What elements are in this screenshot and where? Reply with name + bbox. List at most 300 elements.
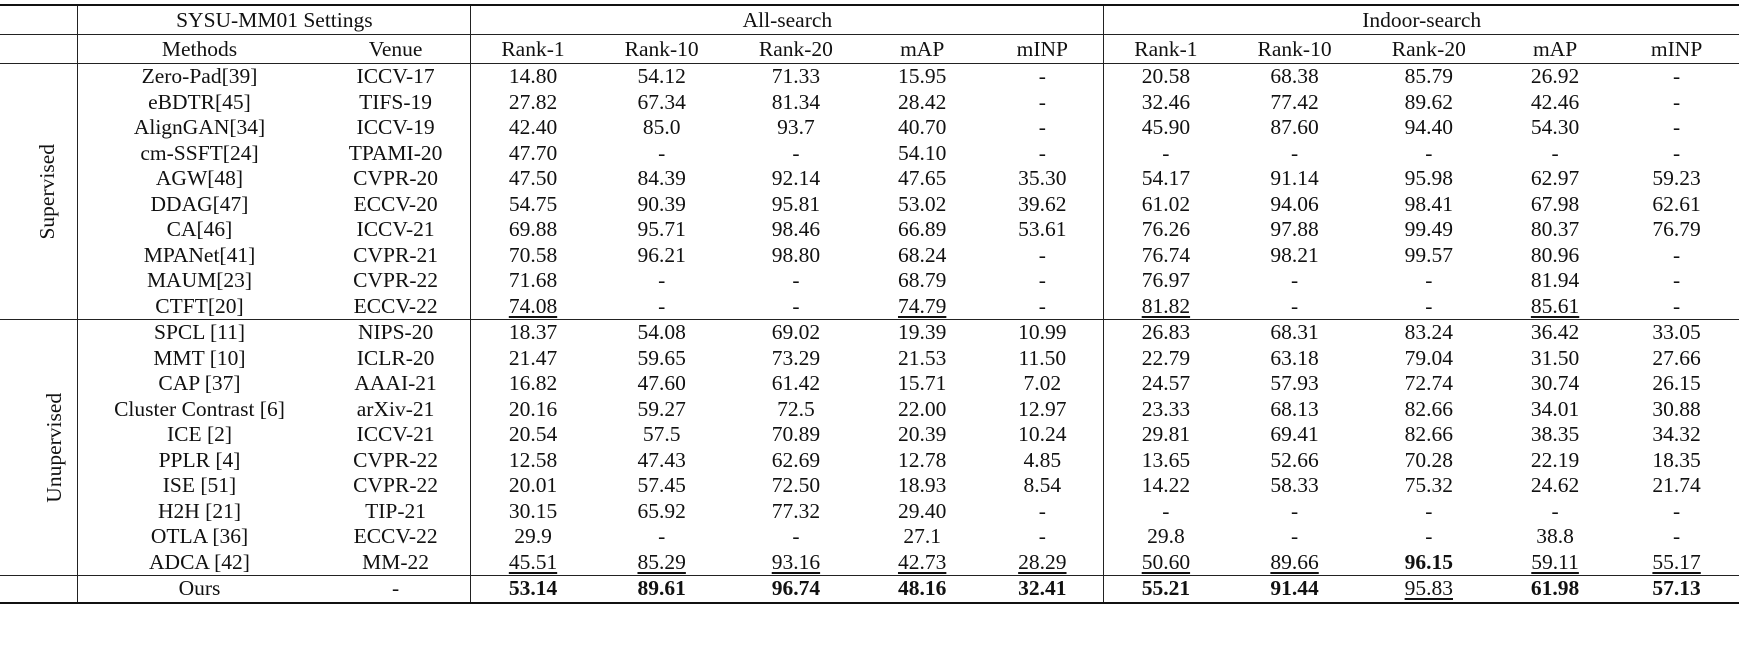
table-row [0, 346, 1739, 372]
value-cell: 53.02 [897, 191, 947, 216]
value-cell [863, 550, 981, 576]
value-cell: 22.79 [1104, 346, 1228, 372]
underlined-value: 89.66 [1270, 549, 1319, 574]
value-cell: 94.06 [1270, 191, 1319, 216]
value-cell: - [1551, 140, 1559, 165]
bold-value: 96.15 [1404, 549, 1453, 574]
value-cell: 68.38 [1227, 64, 1361, 90]
value-cell: - [1673, 293, 1681, 318]
value-cell: 47.50 [471, 166, 595, 192]
value-cell: 95.71 [637, 217, 686, 241]
group-label-cell [0, 320, 78, 576]
value-cell: 69.02 [729, 320, 863, 346]
value-cell: 32.46 [1104, 90, 1228, 116]
venue-cell: NIPS-20 [321, 320, 471, 346]
value-cell: 85.0 [642, 115, 681, 139]
value-cell: 68.31 [1227, 320, 1361, 346]
value-cell: 89.62 [1404, 89, 1453, 114]
value-cell: 70.28 [1404, 447, 1453, 472]
value-cell: 42.40 [471, 115, 595, 141]
value-cell: 19.39 [863, 320, 981, 346]
value-cell: 66.89 [897, 217, 947, 241]
value-cell: 68.24 [897, 242, 947, 267]
value-cell: 62.69 [771, 447, 821, 472]
metric-header: Rank-1 [471, 35, 595, 64]
value-cell: 58.33 [1270, 473, 1319, 497]
method-cell: CAP [37] [78, 371, 321, 397]
value-cell: 98.80 [771, 242, 821, 267]
table-row [0, 64, 1739, 90]
value-cell: 98.21 [1270, 242, 1319, 267]
value-cell: 15.71 [897, 371, 947, 395]
value-cell [863, 294, 981, 320]
value-cell: 10.99 [981, 320, 1104, 346]
method-cell: ADCA [42] [78, 550, 321, 576]
venue-cell: ICLR-20 [356, 345, 435, 370]
value-cell: 53.61 [1018, 217, 1067, 241]
value-cell: 75.32 [1404, 473, 1453, 497]
value-cell [729, 550, 863, 576]
metric-header: Rank-1 [1104, 35, 1228, 64]
method-cell: ICE [2] [78, 422, 321, 448]
table-row [0, 217, 1739, 243]
value-cell: - [1038, 524, 1046, 548]
value-cell: - [658, 524, 666, 548]
value-cell: 20.01 [471, 473, 595, 499]
value-cell [1496, 550, 1614, 576]
value-cell [1496, 294, 1614, 320]
value-cell: 4.85 [1023, 447, 1062, 472]
value-cell: 59.65 [637, 345, 686, 370]
method-cell: ISE [51] [78, 473, 321, 499]
venue-cell: AAAI-21 [354, 371, 437, 395]
underlined-value: 50.60 [1141, 549, 1191, 574]
method-cell: Ours [78, 576, 321, 603]
value-cell [471, 294, 595, 320]
value-cell: 61.42 [771, 371, 821, 395]
value-cell: 83.24 [1362, 320, 1496, 346]
value-cell: 54.30 [1530, 115, 1580, 139]
value-cell: 21.74 [1652, 473, 1701, 497]
value-cell: 97.88 [1270, 217, 1319, 241]
value-cell: 70.89 [771, 422, 821, 446]
table-row [0, 268, 1739, 294]
value-cell: 27.1 [903, 524, 941, 548]
value-cell: 91.14 [1270, 166, 1319, 190]
indoor-search-header: Indoor-search [1104, 5, 1739, 35]
method-cell: CA[46] [78, 217, 321, 243]
value-cell: 94.40 [1404, 115, 1453, 139]
value-cell: 20.58 [1104, 64, 1228, 90]
venue-cell: ICCV-17 [321, 64, 471, 90]
underlined-value: 81.82 [1141, 293, 1191, 318]
value-cell: - [658, 268, 666, 292]
value-cell: 72.50 [771, 473, 821, 497]
value-cell: - [1673, 89, 1681, 114]
value-cell: 76.74 [1104, 243, 1228, 269]
venue-cell: ICCV-21 [356, 217, 435, 241]
value-cell: 20.39 [897, 422, 947, 446]
value-cell: 85.79 [1362, 64, 1496, 90]
value-cell: - [1038, 242, 1046, 267]
value-cell: 33.05 [1614, 320, 1739, 346]
underlined-value: 74.79 [897, 293, 947, 318]
method-cell: MMT [10] [78, 346, 321, 372]
method-cell: CTFT[20] [78, 294, 321, 320]
value-cell: 77.32 [771, 498, 821, 523]
value-cell: 68.79 [897, 268, 947, 292]
method-cell: eBDTR[45] [78, 90, 321, 116]
value-cell: 81.34 [771, 89, 821, 114]
value-cell: 57.5 [642, 422, 681, 446]
value-cell: 93.7 [777, 115, 815, 139]
value-cell: 47.43 [637, 447, 686, 472]
bold-value: 53.14 [508, 576, 558, 600]
value-cell [729, 576, 863, 603]
value-cell: 54.10 [897, 140, 947, 165]
value-cell: 99.57 [1404, 242, 1453, 267]
table-row [0, 320, 1739, 346]
underlined-value: 74.08 [508, 293, 558, 318]
value-cell: 72.74 [1404, 371, 1453, 395]
value-cell: 54.08 [595, 320, 729, 346]
value-cell: - [792, 293, 800, 318]
value-cell: - [792, 140, 800, 165]
underlined-value: 59.11 [1531, 549, 1579, 574]
venue-cell: TPAMI-20 [348, 140, 443, 165]
value-cell: 18.37 [471, 320, 595, 346]
value-cell: 71.33 [729, 64, 863, 90]
value-cell: - [1673, 115, 1681, 139]
value-cell: 65.92 [637, 498, 686, 523]
value-cell: 54.75 [471, 192, 595, 218]
value-cell: 82.66 [1404, 422, 1453, 446]
value-cell [1227, 576, 1361, 603]
value-cell: 12.78 [897, 447, 947, 472]
value-cell [1104, 550, 1228, 576]
table-row [0, 166, 1739, 192]
value-cell: - [792, 524, 800, 548]
value-cell: 20.54 [471, 422, 595, 448]
venue-cell: TIP-21 [365, 498, 427, 523]
value-cell: - [1673, 498, 1681, 523]
value-cell: - [1614, 64, 1739, 90]
method-cell: OTLA [36] [78, 524, 321, 550]
venue-cell: arXiv-21 [356, 396, 435, 421]
value-cell: 29.81 [1104, 422, 1228, 448]
table-row [0, 371, 1739, 397]
value-cell: - [1290, 140, 1299, 165]
venue-cell: CVPR-21 [353, 242, 438, 267]
value-cell: - [1425, 140, 1433, 165]
ours-label-cell [0, 576, 78, 603]
venue-cell: ECCV-22 [353, 524, 438, 548]
value-cell: 68.13 [1270, 396, 1319, 421]
value-cell: - [658, 293, 666, 318]
value-cell: 59.27 [637, 396, 686, 421]
group-label: Supervised [35, 143, 60, 240]
value-cell: 54.17 [1104, 166, 1228, 192]
venue-cell: CVPR-20 [353, 166, 438, 190]
venue-cell: ICCV-21 [356, 422, 435, 446]
value-cell [595, 576, 729, 603]
value-cell: 28.42 [897, 89, 947, 114]
value-cell: 76.79 [1652, 217, 1701, 241]
value-cell: 39.62 [1018, 191, 1067, 216]
metric-header: Rank-10 [595, 35, 729, 64]
value-cell: - [1290, 293, 1299, 318]
value-cell [1104, 294, 1228, 320]
value-cell: 36.42 [1496, 320, 1614, 346]
venue-cell: CVPR-22 [353, 473, 438, 497]
value-cell: 29.8 [1104, 524, 1228, 550]
all-search-header: All-search [471, 5, 1104, 35]
value-cell: 47.70 [471, 141, 595, 167]
value-cell: 42.46 [1530, 89, 1580, 114]
value-cell: 76.97 [1104, 268, 1228, 294]
value-cell: 63.18 [1270, 345, 1319, 370]
venue-cell: MM-22 [362, 549, 430, 574]
value-cell: 80.96 [1530, 242, 1580, 267]
value-cell: 18.93 [897, 473, 947, 497]
table-row [0, 115, 1739, 141]
value-cell: 8.54 [1023, 473, 1062, 497]
value-cell: - [1038, 498, 1046, 523]
table-row [0, 499, 1739, 525]
value-cell: 87.60 [1270, 115, 1319, 139]
method-cell: cm-SSFT[24] [78, 141, 321, 167]
value-cell: 11.50 [1018, 345, 1067, 370]
value-cell: 30.88 [1652, 396, 1701, 421]
value-cell: 90.39 [637, 191, 686, 216]
value-cell: 62.61 [1652, 191, 1701, 216]
bold-value: 96.74 [771, 576, 821, 600]
value-cell: 10.24 [1018, 422, 1067, 446]
table-row [0, 192, 1739, 218]
value-cell: - [1673, 268, 1681, 292]
value-cell: 23.33 [1104, 397, 1228, 423]
table-row [0, 448, 1739, 474]
value-cell [981, 550, 1104, 576]
value-cell: 77.42 [1270, 89, 1319, 114]
value-cell: 27.82 [471, 90, 595, 116]
value-cell: 16.82 [471, 371, 595, 397]
value-cell [863, 576, 981, 603]
value-cell: 24.62 [1530, 473, 1580, 497]
value-cell [1104, 576, 1228, 603]
underlined-value: 42.73 [897, 549, 947, 574]
value-cell: 81.94 [1530, 268, 1580, 292]
value-cell: 14.80 [471, 64, 595, 90]
value-cell: 47.60 [637, 371, 686, 395]
value-cell: - [1425, 293, 1433, 318]
table-body [0, 64, 1739, 603]
value-cell: 96.21 [637, 242, 686, 267]
ours-row [0, 576, 1739, 603]
value-cell: 79.04 [1404, 345, 1453, 370]
value-cell: 57.45 [637, 473, 686, 497]
bold-value: 89.61 [637, 576, 686, 600]
value-cell [471, 550, 595, 576]
value-cell [1614, 550, 1739, 576]
value-cell: 98.46 [771, 217, 821, 241]
settings-header: SYSU-MM01 Settings [78, 5, 471, 35]
value-cell: 30.74 [1530, 371, 1580, 395]
value-cell: 27.66 [1652, 345, 1701, 370]
value-cell [595, 550, 729, 576]
metric-header: Rank-20 [1362, 35, 1496, 64]
value-cell: 22.19 [1530, 447, 1580, 472]
value-cell [1496, 576, 1614, 603]
corner-cell [0, 5, 78, 35]
method-cell: AlignGAN[34] [78, 115, 321, 141]
value-cell: 67.98 [1530, 191, 1580, 216]
venue-cell: - [321, 576, 471, 603]
value-cell: 98.41 [1404, 191, 1453, 216]
table-row [0, 294, 1739, 320]
value-cell: 61.02 [1104, 192, 1228, 218]
bold-value: 91.44 [1270, 576, 1319, 600]
value-cell: - [1038, 115, 1046, 139]
value-cell: - [1673, 140, 1681, 165]
metric-header: Rank-10 [1227, 35, 1361, 64]
value-cell: 29.9 [471, 524, 595, 550]
value-cell: 26.15 [1652, 371, 1701, 395]
value-cell: - [1673, 524, 1681, 548]
value-cell: - [1038, 140, 1046, 165]
value-cell: 95.81 [771, 191, 821, 216]
venue-cell: ECCV-20 [353, 191, 438, 216]
value-cell: - [1425, 498, 1433, 523]
value-cell: - [1425, 268, 1433, 292]
value-cell: - [1551, 498, 1559, 523]
value-cell: 84.39 [637, 166, 686, 190]
value-cell: 30.15 [471, 499, 595, 525]
value-cell: - [1425, 524, 1433, 548]
bold-value: 57.13 [1652, 576, 1701, 600]
methods-header: Methods [78, 35, 321, 64]
table-row [0, 141, 1739, 167]
bold-value: 48.16 [897, 576, 947, 600]
table-row [0, 243, 1739, 269]
value-cell: 22.00 [897, 396, 947, 421]
value-cell: 95.98 [1404, 166, 1453, 190]
value-cell: - [1673, 242, 1681, 267]
value-cell: 40.70 [897, 115, 947, 139]
underlined-value: 45.51 [508, 549, 558, 574]
metric-header: mAP [1496, 35, 1614, 64]
value-cell: 99.49 [1404, 217, 1453, 241]
value-cell: 47.65 [897, 166, 947, 190]
underlined-value: 85.29 [637, 549, 686, 574]
value-cell [1362, 550, 1496, 576]
value-cell: - [1038, 268, 1046, 292]
value-cell: 52.66 [1270, 447, 1319, 472]
value-cell: - [1290, 498, 1299, 523]
method-cell: DDAG[47] [78, 192, 321, 218]
value-cell: 34.01 [1530, 396, 1580, 421]
value-cell [1227, 550, 1361, 576]
table-row [0, 524, 1739, 550]
value-cell: 67.34 [637, 89, 686, 114]
value-cell: - [1104, 141, 1228, 167]
metric-header: mAP [863, 35, 981, 64]
value-cell [1614, 576, 1739, 603]
value-cell: 54.12 [595, 64, 729, 90]
value-cell: 73.29 [771, 345, 821, 370]
method-cell: PPLR [4] [78, 448, 321, 474]
bold-value: 61.98 [1530, 576, 1580, 600]
underlined-value: 93.16 [771, 549, 821, 574]
table-row [0, 473, 1739, 499]
value-cell: 69.88 [471, 217, 595, 243]
comparison-table [0, 4, 1739, 604]
value-cell: 80.37 [1530, 217, 1580, 241]
value-cell: 34.32 [1652, 422, 1701, 446]
method-cell: MPANet[41] [78, 243, 321, 269]
table-row [0, 550, 1739, 576]
venue-cell: ECCV-22 [353, 293, 438, 318]
value-cell: 13.65 [1104, 448, 1228, 474]
venue-cell: ICCV-19 [356, 115, 435, 139]
bold-value: 32.41 [1018, 576, 1067, 600]
value-cell: 18.35 [1652, 447, 1701, 472]
bold-value: 55.21 [1141, 576, 1191, 600]
value-cell: 45.90 [1104, 115, 1228, 141]
table-row [0, 90, 1739, 116]
value-cell: 12.58 [471, 448, 595, 474]
underlined-value: 55.17 [1652, 549, 1701, 574]
corner-cell-2 [0, 35, 78, 64]
venue-cell: CVPR-22 [353, 447, 438, 472]
value-cell [1362, 576, 1496, 603]
value-cell: - [1290, 268, 1299, 292]
group-label: Unupervised [42, 392, 67, 503]
value-cell: 72.5 [777, 396, 815, 421]
group-label-cell [0, 64, 78, 320]
value-cell: 76.26 [1104, 217, 1228, 243]
value-cell: 31.50 [1530, 345, 1580, 370]
value-cell: 15.95 [863, 64, 981, 90]
value-cell [981, 576, 1104, 603]
table-row [0, 397, 1739, 423]
value-cell: 26.83 [1104, 320, 1228, 346]
metric-header: Rank-20 [729, 35, 863, 64]
value-cell: - [1104, 499, 1228, 525]
venue-cell: CVPR-22 [353, 268, 438, 292]
value-cell: 71.68 [471, 268, 595, 294]
value-cell: 24.57 [1104, 371, 1228, 397]
header-row-1 [0, 5, 1739, 35]
underlined-value: 85.61 [1530, 293, 1580, 318]
value-cell: 38.35 [1530, 422, 1580, 446]
value-cell: - [981, 64, 1104, 90]
value-cell: 14.22 [1104, 473, 1228, 499]
value-cell: 82.66 [1404, 396, 1453, 421]
method-cell: Zero-Pad[39] [78, 64, 321, 90]
value-cell: 21.53 [897, 345, 947, 370]
value-cell: 59.23 [1652, 166, 1701, 190]
value-cell: 29.40 [897, 498, 947, 523]
value-cell [471, 576, 595, 603]
metric-header: mINP [1614, 35, 1739, 64]
method-cell: SPCL [11] [78, 320, 321, 346]
value-cell: 62.97 [1530, 166, 1580, 190]
value-cell: 20.16 [471, 397, 595, 423]
value-cell: - [1038, 293, 1046, 318]
value-cell: 12.97 [1018, 396, 1067, 421]
value-cell: 69.41 [1270, 422, 1319, 446]
